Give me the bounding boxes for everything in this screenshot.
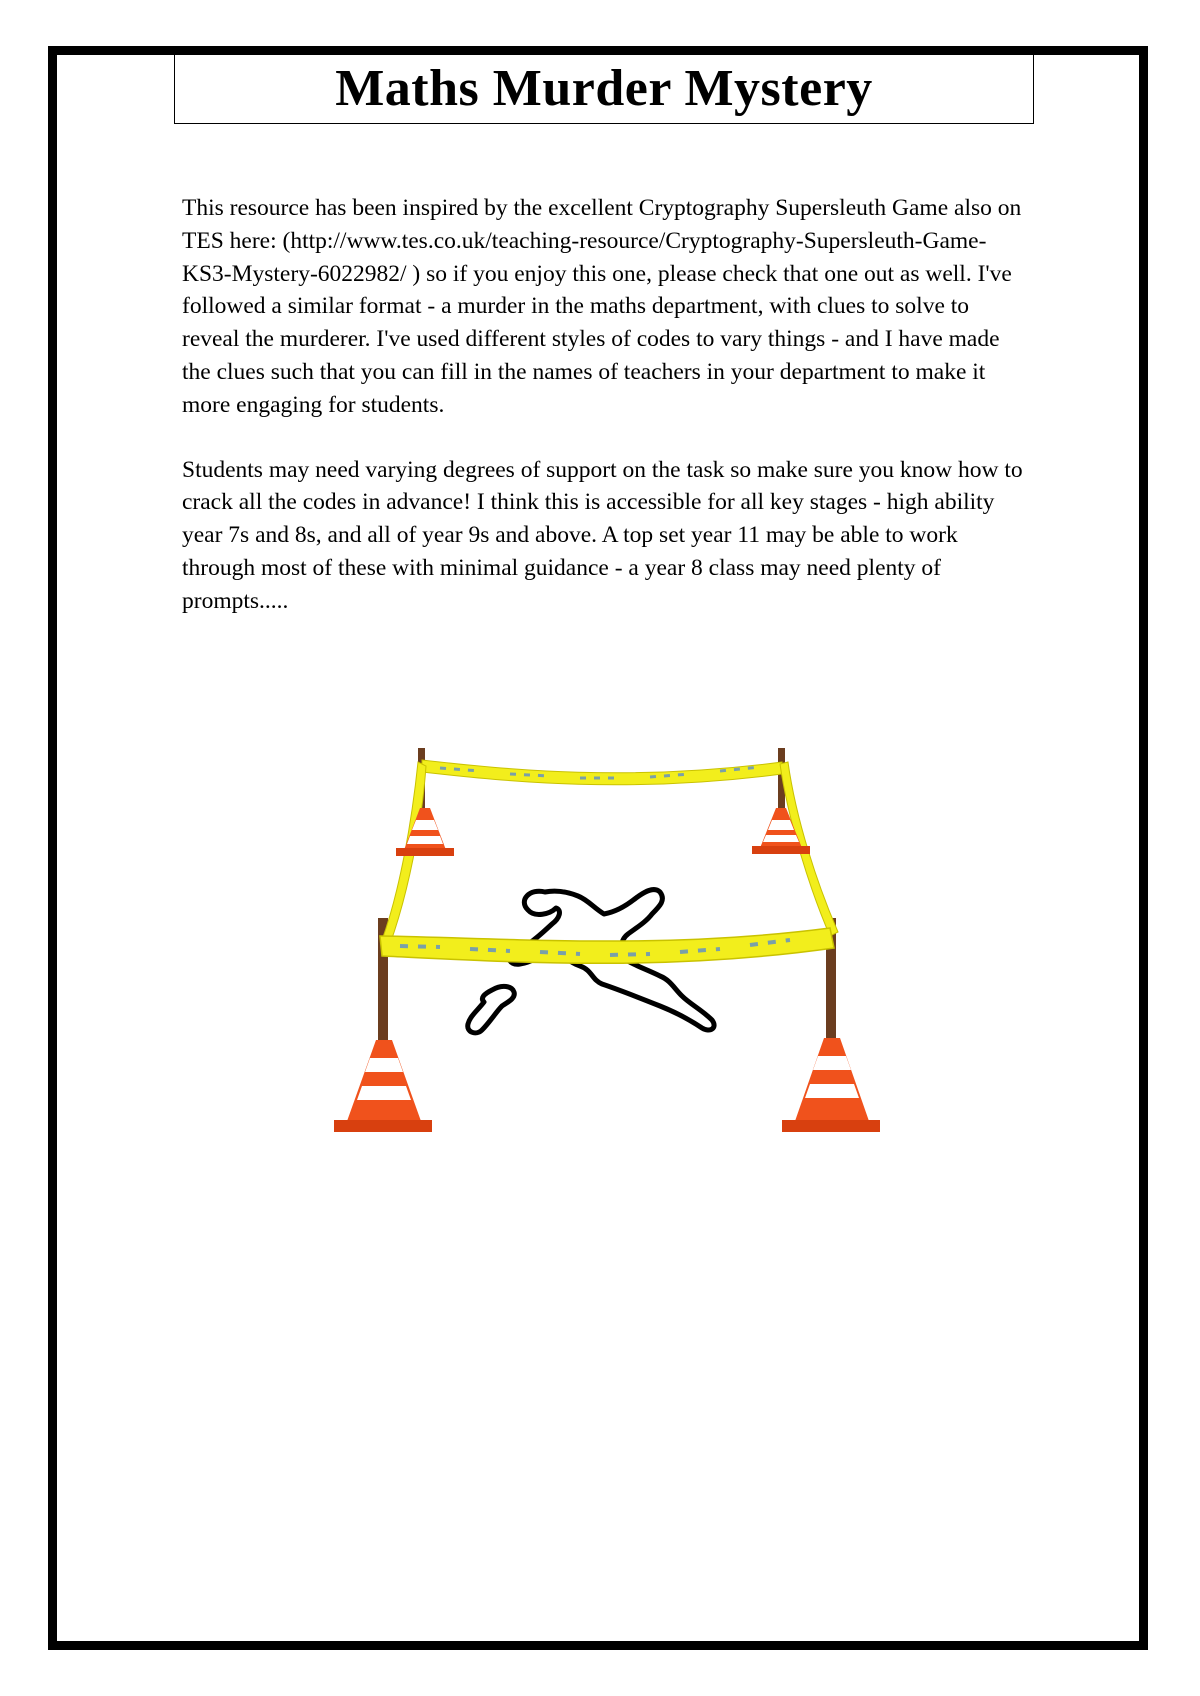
crime-scene-illustration (330, 740, 890, 1160)
paragraph-intro: This resource has been inspired by the excellent Cryptography Supersleuth Game also on TES here: (http://www.tes.co.uk/teaching-resource/Cryptography-Supersleuth-Game-KS3-Mystery-6022982/ ) so if you enjoy this one, please check that one out as well. I've followed a similar format - a murder in the maths department, with clues to solve to reveal the murderer. I've used different styles of codes to vary things - and I have made the clues such that you can fill in the names of teachers in your department to make it more engaging for students. (182, 195, 1022, 418)
intro-text (182, 192, 1032, 650)
tape-back (422, 760, 782, 785)
cone-back-left-icon (396, 808, 454, 856)
cone-front-right-icon (782, 1038, 880, 1132)
cone-front-left-icon (334, 1040, 432, 1132)
tape-front (380, 928, 834, 963)
page-title: Maths Murder Mystery (335, 60, 873, 117)
crime-scene-icon (330, 740, 890, 1160)
paragraph-support: Students may need varying degrees of support on the task so make sure you know how to crack all the codes in advance! I think this is accessible for all key stages - high ability year 7s and 8s, and all of year 9s and above. A top set year 11 may be able to work through most of these with minimal guidance - a year 8 class may need plenty of prompts..... (182, 456, 1023, 614)
title-box (174, 54, 1034, 124)
